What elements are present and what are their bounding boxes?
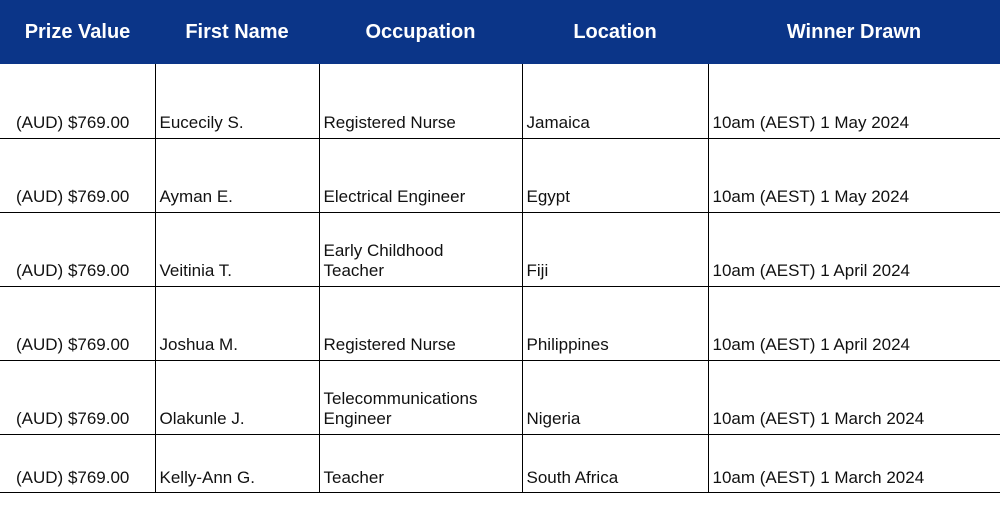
occupation-text: Early Childhood Teacher — [323, 240, 444, 280]
occupation-cell — [319, 360, 522, 434]
occupation-cell — [319, 286, 522, 360]
header-row — [0, 0, 1000, 64]
winner-drawn-cell: 10am (AEST) 1 May 2024 — [708, 64, 1000, 138]
table-row — [0, 434, 1000, 492]
header-occupation: Occupation — [319, 0, 522, 64]
table-row — [0, 212, 1000, 286]
prize-value-cell: (AUD) $769.00 — [0, 212, 155, 286]
winner-drawn-cell: 10am (AEST) 1 March 2024 — [708, 360, 1000, 434]
location-cell: Jamaica — [522, 64, 708, 138]
winner-drawn-cell: 10am (AEST) 1 March 2024 — [708, 434, 1000, 492]
occupation-cell — [319, 64, 522, 138]
occupation-cell — [319, 212, 522, 286]
prize-value-cell: (AUD) $769.00 — [0, 286, 155, 360]
header-location: Location — [522, 0, 708, 64]
table-row — [0, 138, 1000, 212]
prize-value-cell: (AUD) $769.00 — [0, 138, 155, 212]
winner-drawn-cell: 10am (AEST) 1 April 2024 — [708, 212, 1000, 286]
occupation-text: Telecommunications Engineer — [323, 388, 478, 428]
location-cell: Nigeria — [522, 360, 708, 434]
header-prize-value: Prize Value — [0, 0, 155, 64]
first-name-cell: Eucecily S. — [155, 64, 319, 138]
table-row — [0, 286, 1000, 360]
prize-value-cell: (AUD) $769.00 — [0, 360, 155, 434]
location-cell: Egypt — [522, 138, 708, 212]
prize-value-cell: (AUD) $769.00 — [0, 64, 155, 138]
table-row — [0, 64, 1000, 138]
occupation-text: Electrical Engineer — [323, 186, 466, 206]
first-name-cell: Joshua M. — [155, 286, 319, 360]
occupation-text: Teacher — [323, 467, 384, 487]
location-cell: Philippines — [522, 286, 708, 360]
first-name-cell: Veitinia T. — [155, 212, 319, 286]
prize-value-cell: (AUD) $769.00 — [0, 434, 155, 492]
header-winner-drawn: Winner Drawn — [708, 0, 1000, 64]
table-body — [0, 64, 1000, 492]
first-name-cell: Olakunle J. — [155, 360, 319, 434]
location-cell: South Africa — [522, 434, 708, 492]
occupation-text: Registered Nurse — [323, 112, 456, 132]
winner-drawn-cell: 10am (AEST) 1 May 2024 — [708, 138, 1000, 212]
occupation-text: Registered Nurse — [323, 334, 456, 354]
occupation-cell — [319, 138, 522, 212]
occupation-cell — [319, 434, 522, 492]
first-name-cell: Ayman E. — [155, 138, 319, 212]
first-name-cell: Kelly-Ann G. — [155, 434, 319, 492]
winner-drawn-cell: 10am (AEST) 1 April 2024 — [708, 286, 1000, 360]
table-row — [0, 360, 1000, 434]
header-first-name: First Name — [155, 0, 319, 64]
location-cell: Fiji — [522, 212, 708, 286]
table-header — [0, 0, 1000, 64]
